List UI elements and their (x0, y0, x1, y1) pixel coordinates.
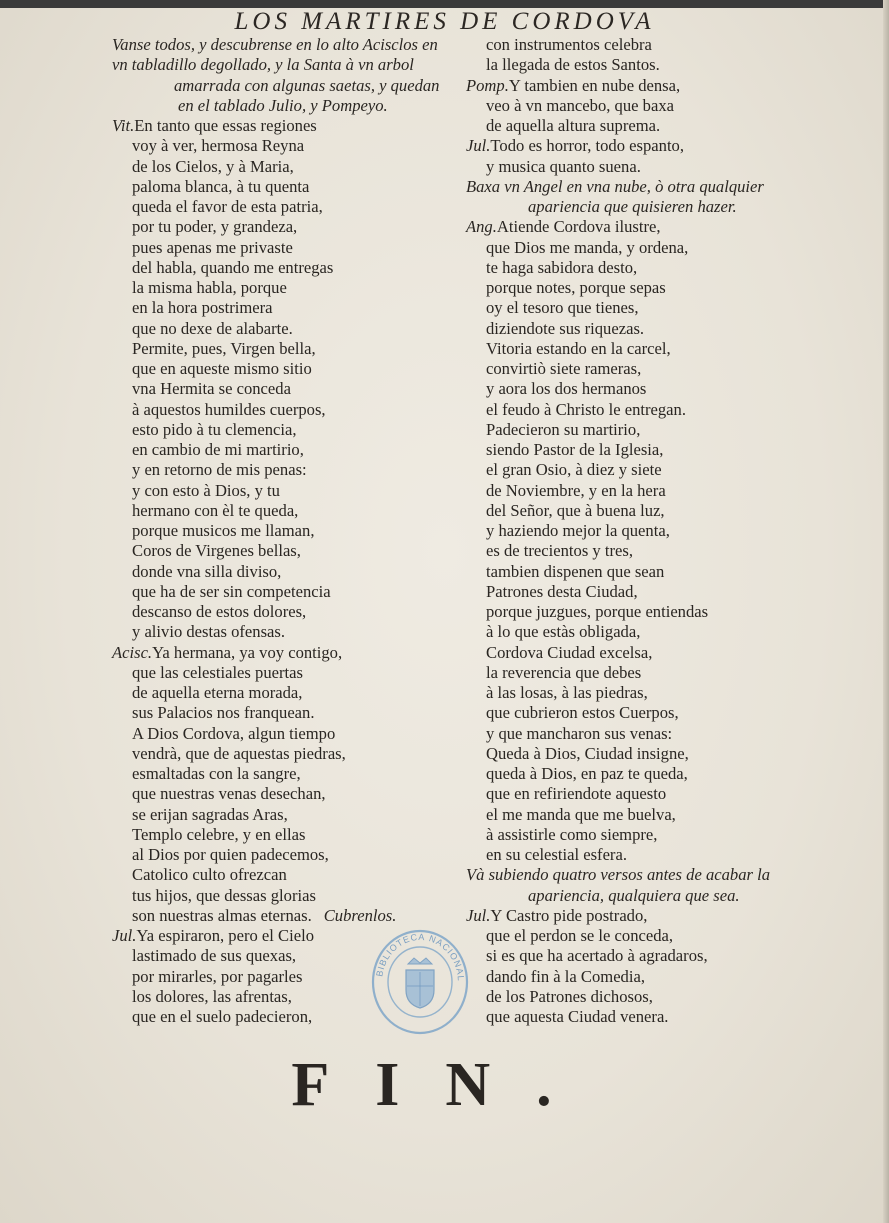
speaker-name: Jul. (466, 905, 491, 925)
verse-line: y aora los dos hermanos (486, 379, 647, 399)
verse-line: de Noviembre, y en la hera (486, 480, 666, 500)
verse-line: en su celestial esfera. (486, 845, 627, 864)
verse-line: pues apenas me privaste (132, 237, 293, 257)
verse-line: la llegada de estos Santos. (486, 55, 660, 75)
verse-line: de aquella eterna morada, (132, 683, 303, 702)
speech-text: Ya espiraron, pero el Cielo (136, 926, 315, 945)
verse-line: Patrones desta Ciudad, (486, 581, 638, 601)
running-header: LOS MARTIRES DE CORDOVA (234, 8, 655, 35)
verse-line: el me manda que me buelva, (486, 804, 676, 824)
verse-line: en cambio de mi martirio, (132, 440, 304, 459)
verse-line: hermano con èl te queda, (132, 500, 299, 520)
verse-line: à aquestos humildes cuerpos, (132, 399, 326, 419)
verse-line: la reverencia que debes (486, 662, 642, 682)
stage-direction: Baxa vn Angel en vna nube, ò otra qualquier (466, 176, 764, 196)
verse-line: porque musicos me llaman, (132, 521, 315, 540)
verse-line: por mirarles, por pagarles (132, 966, 303, 986)
verse-line: que aquesta Ciudad venera. (486, 1007, 669, 1026)
verse-line: queda el favor de esta patria, (132, 197, 323, 216)
stage-direction: vn tabladillo degollado, y la Santa à vn arbol (112, 55, 414, 75)
verse-line: vna Hermita se conceda (132, 379, 291, 399)
stage-direction: Vanse todos, y descubrense en lo alto Acisclos en (112, 35, 438, 54)
speaker-name: Jul. (466, 136, 491, 156)
speech-line (466, 136, 866, 156)
speech-text: En tanto que essas regiones (134, 116, 317, 135)
speech-line (466, 217, 866, 237)
verse-line: que nuestras venas desechan, (132, 784, 326, 804)
speech-line (466, 76, 866, 96)
speech-line (466, 906, 866, 926)
verse-line: descanso de estos dolores, (132, 602, 307, 621)
verse-line (112, 906, 472, 926)
verse-line: y que mancharon sus venas: (486, 723, 673, 743)
left-column (112, 35, 472, 1027)
speaker-name: Pomp. (466, 75, 509, 95)
verse-line: que ha de ser sin competencia (132, 581, 331, 601)
verse-line: el feudo à Christo le entregan. (486, 399, 686, 419)
verse-line: queda à Dios, en paz te queda, (486, 764, 688, 783)
verse-line: del habla, quando me entregas (132, 257, 334, 277)
verse-line: esto pido à tu clemencia, (132, 419, 297, 439)
verse-line: que en aqueste mismo sitio (132, 359, 312, 378)
verse-line: por tu poder, y grandeza, (132, 217, 298, 237)
verse-line: te haga sabidora desto, (486, 257, 638, 277)
verse-text: son nuestras almas eternas. (132, 905, 312, 925)
verse-line: veo à vn mancebo, que baxa (486, 95, 674, 115)
verse-line: que cubrieron estos Cuerpos, (486, 703, 679, 723)
speech-text: Y tambien en nube densa, (508, 75, 681, 95)
scan-top-edge (0, 0, 889, 8)
speaker-name: Jul. (112, 926, 137, 945)
verse-line: la misma habla, porque (132, 278, 287, 297)
verse-line: paloma blanca, à tu quenta (132, 176, 310, 196)
verse-line: oy el tesoro que tienes, (486, 298, 639, 318)
verse-line: si es que ha acertado à agradaros, (486, 946, 708, 966)
verse-line: Cordova Ciudad excelsa, (486, 642, 653, 662)
right-column (466, 35, 866, 1027)
verse-line: siendo Pastor de la Iglesia, (486, 440, 664, 459)
verse-line: esmaltadas con la sangre, (132, 764, 301, 783)
verse-line: Coros de Virgenes bellas, (132, 541, 301, 561)
verse-line: vendrà, que de aquestas piedras, (132, 743, 346, 763)
speech-text: Ya hermana, ya voy contigo, (152, 642, 343, 662)
stage-direction: Và subiendo quatro versos antes de acabar la (466, 865, 771, 885)
verse-line: à las losas, à las piedras, (486, 683, 648, 702)
verse-line: Queda à Dios, Ciudad insigne, (486, 743, 689, 763)
verse-line: y con esto à Dios, y tu (132, 480, 280, 500)
verse-line: y musica quanto suena. (486, 156, 641, 176)
verse-line: porque notes, porque sepas (486, 278, 666, 297)
verse-line: con instrumentos celebra (486, 35, 652, 54)
verse-line: Templo celebre, y en ellas (132, 824, 306, 844)
verse-line: tus hijos, que dessas glorias (132, 885, 316, 905)
verse-line: dando fin à la Comedia, (486, 966, 645, 986)
stage-cue: Cubrenlos. (323, 905, 397, 925)
scan-right-edge (883, 0, 889, 1223)
fin-title: FIN. (291, 1051, 598, 1119)
verse-line: al Dios por quien padecemos, (132, 845, 329, 864)
verse-line: que en refiriendote aquesto (486, 784, 667, 804)
verse-line: que Dios me manda, y ordena, (486, 237, 689, 257)
verse-line: convirtiò siete rameras, (486, 359, 642, 378)
speech-text: Todo es horror, todo espanto, (490, 136, 684, 156)
stamp-text: BIBLIOTECA NACIONAL (374, 931, 467, 982)
verse-line: A Dios Cordova, algun tiempo (132, 723, 336, 743)
verse-line: en la hora postrimera (132, 298, 273, 318)
verse-line: y alivio destas ofensas. (132, 622, 285, 642)
verse-line: lastimado de sus quexas, (132, 946, 297, 966)
verse-line: donde vna silla diviso, (132, 561, 282, 581)
verse-line: de los Patrones dichosos, (486, 986, 653, 1006)
verse-line: de aquella altura suprema. (486, 116, 661, 135)
verse-line: del Señor, que à buena luz, (486, 500, 665, 520)
speech-text: Y Castro pide postrado, (490, 905, 648, 925)
verse-line: los dolores, las afrentas, (132, 986, 292, 1006)
speaker-name: Ang. (466, 217, 497, 237)
verse-line: que en el suelo padecieron, (132, 1007, 313, 1026)
stage-direction: amarrada con algunas saetas, y quedan (174, 75, 440, 95)
speech-line (112, 116, 472, 136)
verse-line: tambien dispenen que sean (486, 561, 665, 581)
verse-line: voy à ver, hermosa Reyna (132, 136, 305, 156)
verse-line: se erijan sagradas Aras, (132, 804, 288, 824)
verse-line: que no dexe de alabarte. (132, 318, 293, 338)
stage-direction: apariencia, qualquiera que sea. (528, 885, 740, 905)
verse-line: à assistirle como siempre, (486, 824, 658, 844)
verse-line: Catolico culto ofrezcan (132, 865, 287, 885)
verse-line: à lo que estàs obligada, (486, 622, 641, 642)
speaker-name: Vit. (112, 116, 135, 135)
stage-direction: en el tablado Julio, y Pompeyo. (178, 95, 388, 115)
verse-line: diziendote sus riquezas. (486, 318, 645, 338)
stage-direction: apariencia que quisieren hazer. (528, 197, 737, 216)
verse-line: y haziendo mejor la quenta, (486, 521, 670, 540)
verse-line: sus Palacios nos franquean. (132, 703, 315, 723)
verse-line: Vitoria estando en la carcel, (486, 338, 671, 358)
verse-line: que el perdon se le conceda, (486, 926, 674, 945)
verse-line: y en retorno de mis penas: (132, 460, 307, 480)
speaker-name: Acisc. (112, 642, 153, 662)
speech-line (112, 643, 472, 663)
verse-line: Padecieron su martirio, (486, 419, 641, 439)
verse-line: es de trecientos y tres, (486, 541, 633, 561)
verse-line: de los Cielos, y à Maria, (132, 156, 294, 176)
verse-line: Permite, pues, Virgen bella, (132, 338, 316, 358)
library-stamp (370, 928, 470, 1036)
speech-text: Atiende Cordova ilustre, (496, 217, 661, 237)
verse-line: el gran Osio, à diez y siete (486, 460, 662, 480)
verse-line: que las celestiales puertas (132, 662, 303, 682)
verse-line: porque juzgues, porque entiendas (486, 602, 709, 621)
